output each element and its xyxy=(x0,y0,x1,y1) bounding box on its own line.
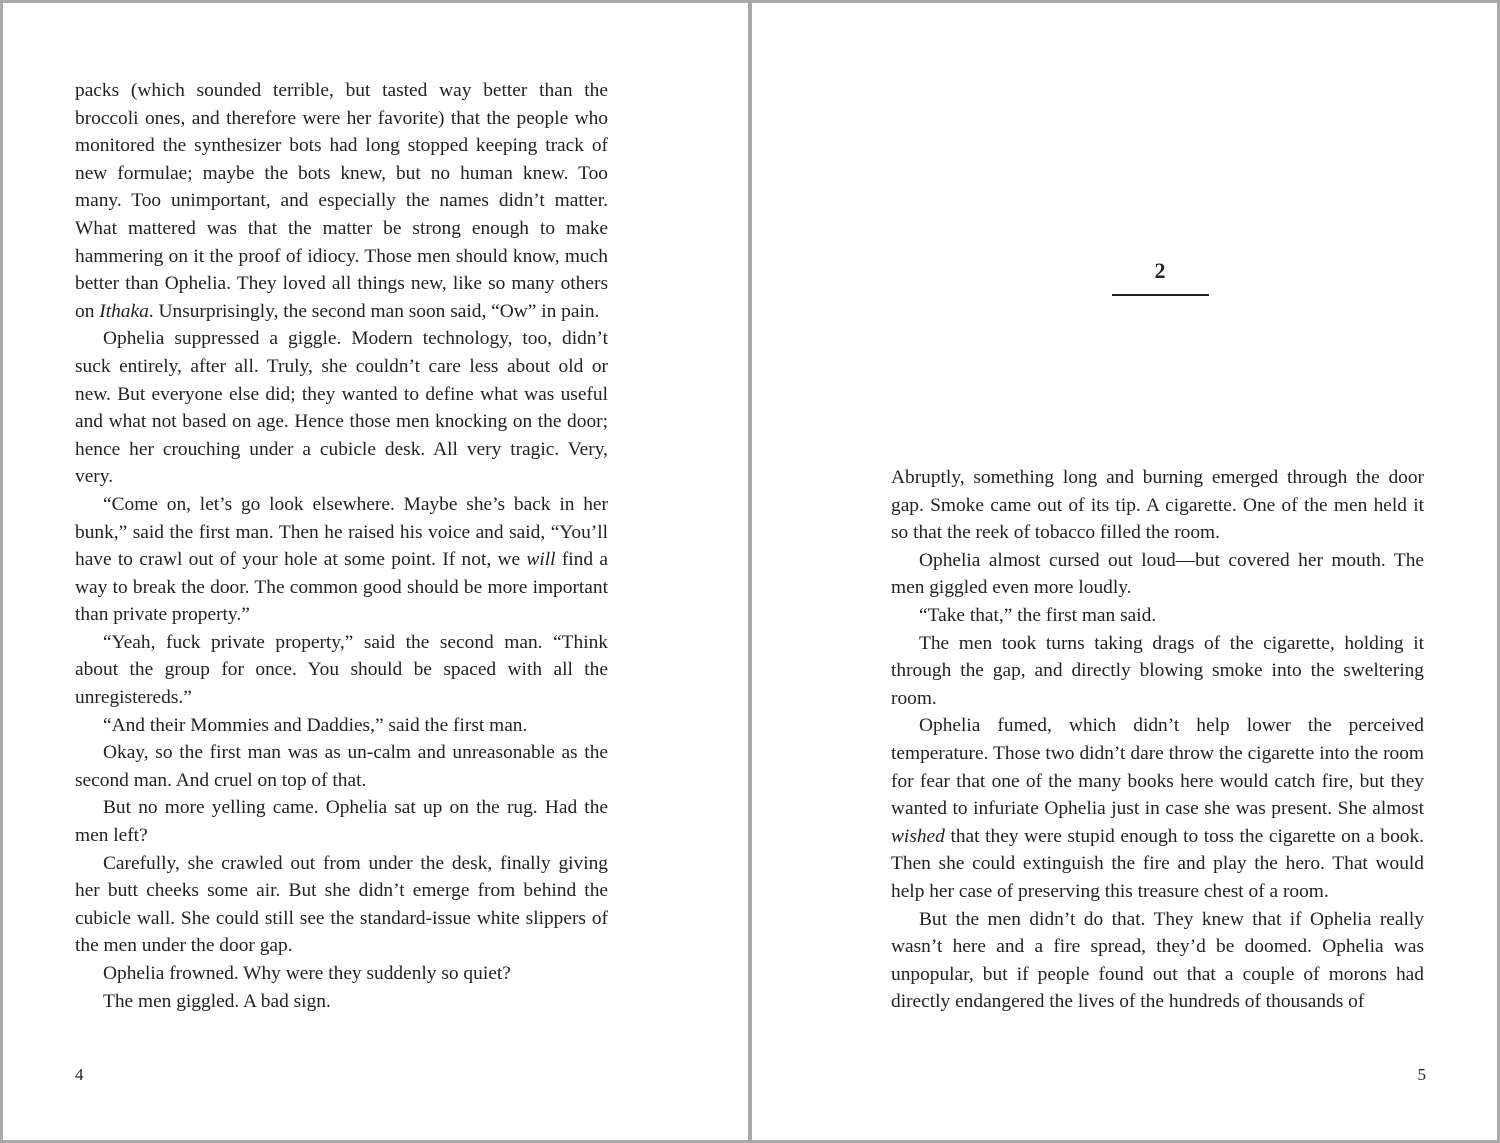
paragraph-text: But the men didn’t do that. They knew that if Ophelia really wasn’t here and a fire spread, they’d be doomed. Ophelia was unpopular, but if people found out that a couple of morons had directly endangered the lives of the hundreds of thousands of xyxy=(891,908,1424,1013)
paragraph-text: The men giggled. A bad sign. xyxy=(103,990,331,1012)
paragraph-text: Ophelia suppressed a giggle. Modern technology, too, didn’t suck entirely, after all. Truly, she couldn’t care less about old or new. But everyone else did; they wanted to define what was useful and what not based on age. Hence those men knocking on the door; hence her crouching under a cubicle desk. All very tragic. Very, very. xyxy=(75,328,608,488)
italic-text: wished xyxy=(891,825,945,847)
right-page-number: 5 xyxy=(1417,1065,1426,1084)
paragraph xyxy=(75,794,608,849)
paragraph-text: “Yeah, fuck private property,” said the second man. “Think about the group for once. You should be spaced with all the unregistereds.” xyxy=(75,631,608,709)
paragraph-text: “Take that,” the first man said. xyxy=(919,604,1157,626)
right-page-body-text xyxy=(891,464,1424,1016)
paragraph-text: Ophelia frowned. Why were they suddenly so quiet? xyxy=(103,963,511,984)
paragraph xyxy=(75,850,608,960)
paragraph-text: packs (which sounded terrible, but tasted way better than the broccoli ones, and therefore were her favorite) that the people who monitored the synthesizer bots had long stopped keeping track of new formulae; maybe the bots knew, but no human knew. Too many. Too unimportant, and especially the names didn’t matter. What mattered was that the matter be strong enough to make hammering on it the proof of idiocy. Those men should know, much better than Ophelia. They loved all things new, like so many others on xyxy=(75,80,608,322)
paragraph xyxy=(891,602,1424,630)
paragraph-text: Okay, so the first man was as un-calm and unreasonable as the second man. And cruel on top of that. xyxy=(75,742,608,791)
paragraph-text: The men took turns taking drags of the cigarette, holding it through the gap, and directly blowing smoke into the sweltering room. xyxy=(891,632,1424,709)
paragraph-text: that they were stupid enough to toss the cigarette on a book. Then she could extinguish the fire and play the hero. That would help her case of preserving this treasure chest of a room. xyxy=(891,825,1424,902)
paragraph-text: Abruptly, something long and burning emerged through the door gap. Smoke came out of its tip. A cigarette. One of the men held it so that the reek of tobacco filled the room. xyxy=(891,467,1424,544)
paragraph-text: Ophelia fumed, which didn’t help lower the perceived temperature. Those two didn’t dare throw the cigarette into the room for fear that one of the many books here would catch fire, but they wanted to infuriate Ophelia just in case she was present. She almost xyxy=(891,715,1424,820)
paragraph-text: Ophelia almost cursed out loud—but covered her mouth. The men giggled even more loudly. xyxy=(891,549,1424,599)
paragraph xyxy=(75,491,608,629)
paragraph xyxy=(75,77,608,325)
paragraph xyxy=(75,988,608,1016)
paragraph xyxy=(75,629,608,712)
paragraph xyxy=(75,960,608,988)
paragraph-text: Carefully, she crawled out from under the desk, finally giving her butt cheeks some air. But she didn’t emerge from behind the cubicle wall. She could still see the standard-issue white slippers of the men under the door gap. xyxy=(75,852,608,957)
paragraph-text: “Come on, let’s go look elsewhere. Maybe she’s back in her bunk,” said the first man. Then he raised his voice and said, “You’ll have to crawl out of your hole at some point. If not, we xyxy=(75,493,608,571)
paragraph xyxy=(891,630,1424,713)
paragraph xyxy=(75,325,608,491)
left-page xyxy=(3,3,748,1140)
paragraph xyxy=(891,906,1424,1016)
paragraph-text: . Unsurprisingly, the second man soon said, “Ow” in pain. xyxy=(148,300,600,322)
italic-text: will xyxy=(526,549,556,571)
paragraph xyxy=(75,739,608,794)
italic-text: Ithaka xyxy=(99,300,149,322)
paragraph-text: But no more yelling came. Ophelia sat up on the rug. Had the men left? xyxy=(75,797,608,847)
paragraph-text: find a way to break the door. The common good should be more important than private property.” xyxy=(75,549,608,626)
paragraph-text: “And their Mommies and Daddies,” said the first man. xyxy=(103,714,528,736)
chapter-number: 2 xyxy=(1154,258,1166,283)
chapter-heading-rule xyxy=(1112,294,1209,296)
paragraph xyxy=(891,464,1424,547)
paragraph xyxy=(75,712,608,740)
left-page-body-text xyxy=(75,77,608,1015)
paragraph xyxy=(891,547,1424,602)
paragraph xyxy=(891,712,1424,905)
right-page xyxy=(752,3,1497,1140)
left-page-number: 4 xyxy=(75,1065,84,1084)
